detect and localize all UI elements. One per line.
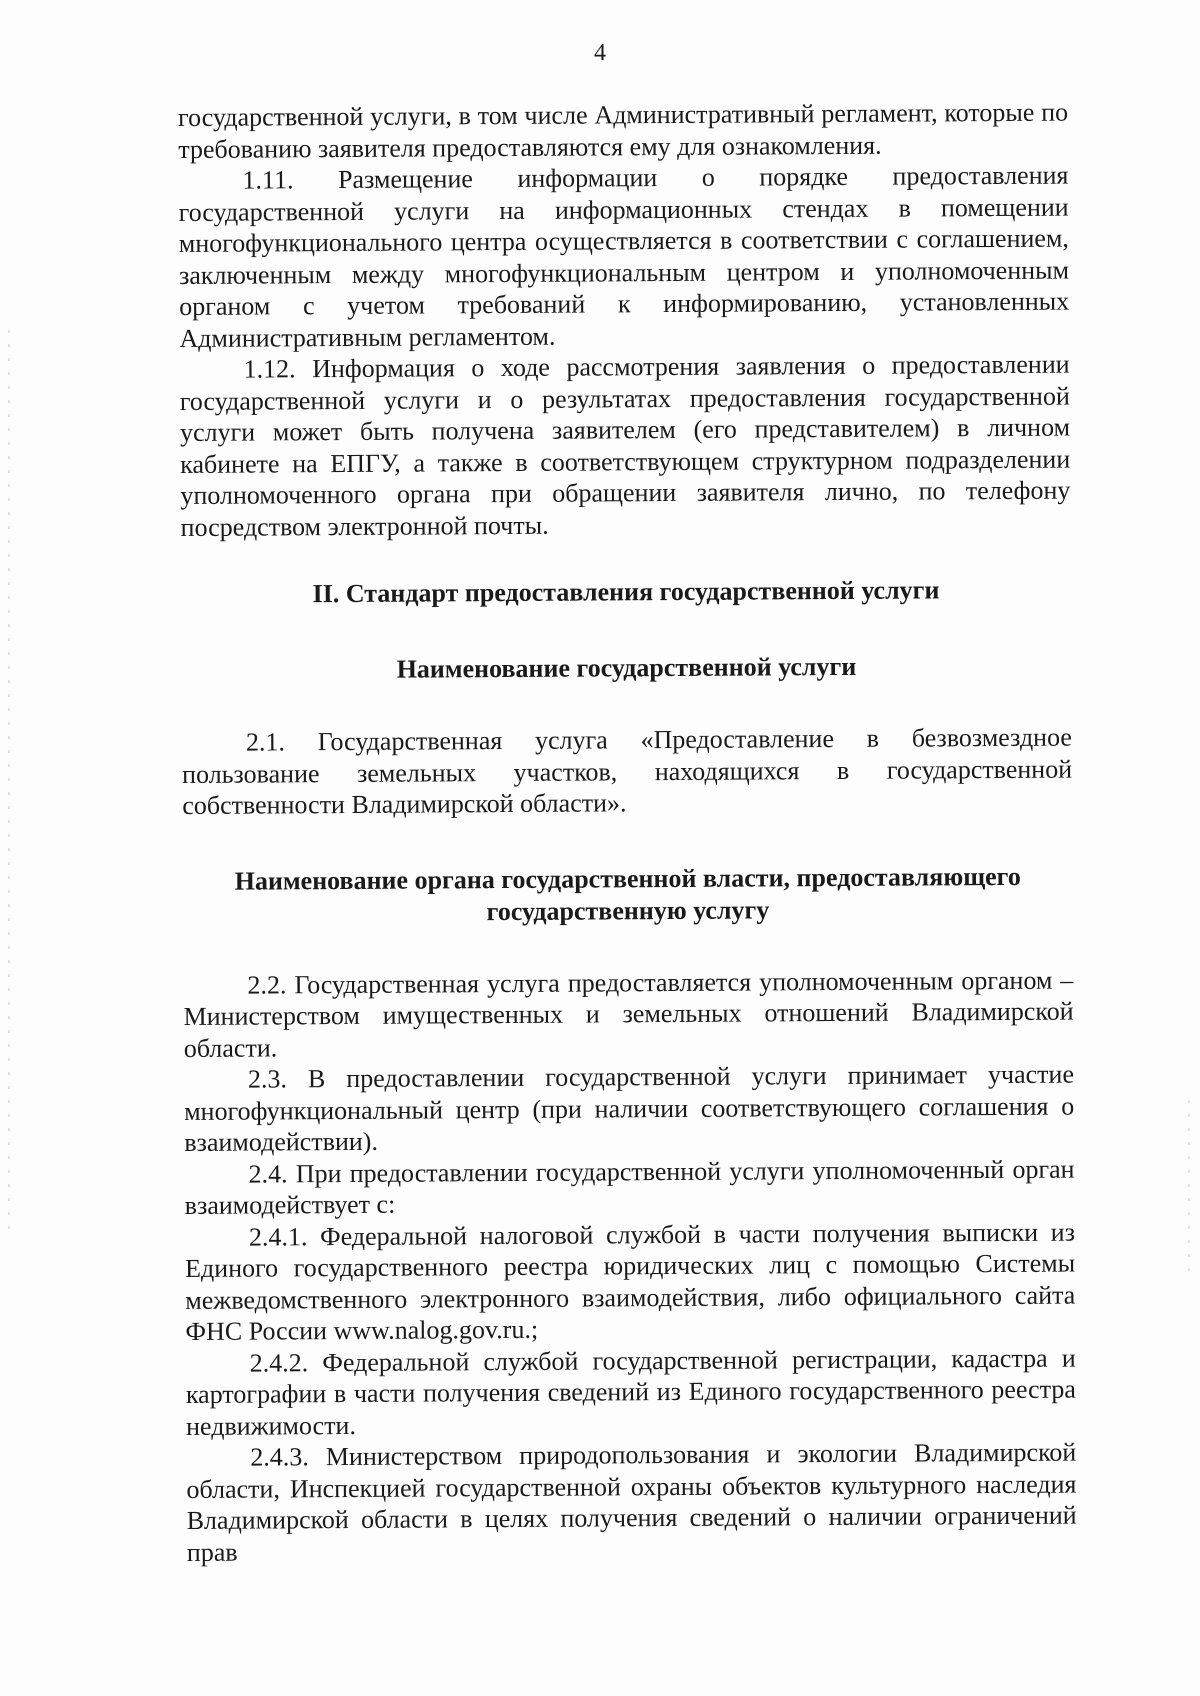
paragraph-2-2: 2.2. Государственная услуга предоставляется уполномоченным органом – Министерством имущественных и земельных отношений Владимирской области. [183, 965, 1074, 1063]
scan-artifact-right [1188, 1100, 1190, 1280]
paragraph-2-4: 2.4. При предоставлении государственной услуги уполномоченный орган взаимодействует с: [184, 1154, 1075, 1220]
heading-authority-name: Наименование органа государственной власти, предоставляющего государственную услугу [234, 861, 1021, 926]
paragraph-2-4-2: 2.4.2. Федеральной службой государственной регистрации, кадастра и картографии в части получения сведений из Единого государственного реестра недвижимости. [185, 1343, 1076, 1441]
paragraph-1-11: 1.11. Размещение информации о порядке предоставления государственной услуги на информационных стендах в помещении многофункционального центра осуществляется в соответствии с соглашением, заключенным между многофункциональным центром и уполномоченным органом с учетом требований к информированию, установленных Административным регламентом. [178, 160, 1070, 353]
heading-service-name: Наименование государственной услуги [396, 651, 857, 684]
document-body [178, 97, 1077, 1568]
paragraph-2-4-1: 2.4.1. Федеральной налоговой службой в части получения выписки из Единого государственного реестра юридических лиц с помощью Системы межведомственного электронного взаимодействия, либо официального сайта ФНС России www.nalog.gov.ru.; [185, 1217, 1076, 1346]
page-number: 4 [594, 40, 606, 66]
paragraph-2-3: 2.3. В предоставлении государственной услуги принимает участие многофункциональный центр (при наличии соответствующего соглашения о взаимодействии). [184, 1059, 1075, 1157]
section-2-title: II. Стандарт предоставления государственной услуги [312, 575, 940, 609]
paragraph-2-4-3: 2.4.3. Министерством природопользования и экологии Владимирской области, Инспекцией государственной охраны объектов культурного наследия Владимирской области в целях получения сведений о наличии ограничений прав [186, 1437, 1077, 1567]
paragraph-2-1: 2.1. Государственная услуга «Предоставление в безвозмездное пользование земельных участков, находящихся в государственной собственности Владимирской области». [182, 722, 1073, 820]
scan-artifact-left [8, 330, 10, 1230]
paragraph-1-12: 1.12. Информация о ходе рассмотрения заявления о предоставлении государственной услуги и о результатах предоставления государственной услуги может быть получена заявителем (его представителем) в личном кабинете на ЕПГУ, а также в соответствующем структурном подразделении уполномоченного органа при обращении заявителя лично, по телефону посредством электронной почты. [179, 349, 1071, 542]
paragraph-intro: государственной услуги, в том числе Административный регламент, которые по требованию заявителя предоставляются ему для ознакомления. [178, 97, 1069, 164]
